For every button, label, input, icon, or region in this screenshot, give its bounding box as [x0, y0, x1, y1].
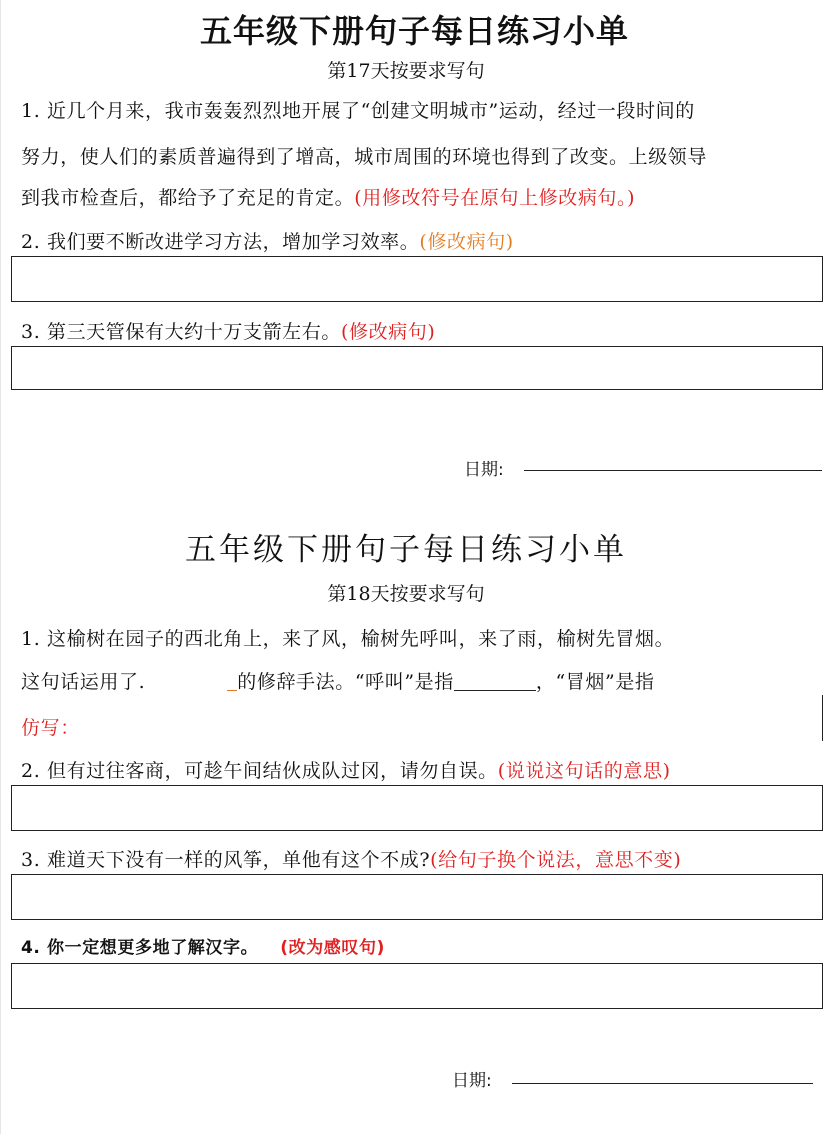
s1-q3	[21, 317, 435, 344]
s1-q2	[21, 227, 514, 254]
s2-q4	[21, 933, 385, 958]
s2-date-label: 日期:	[452, 1071, 492, 1091]
s2-q3-text: 3. 难道天下没有一样的风筝，单他有这个不成?	[21, 849, 431, 871]
s1-q1-line3	[21, 183, 635, 210]
s1-q1-instruction: (用修改符号在原句上修改病句。)	[354, 187, 636, 209]
s2-q4-text: 4. 你一定想更多地了解汉字。	[21, 938, 259, 958]
s2-q1-fill-part2: 的修辞手法。“呼叫”是指	[237, 671, 454, 693]
s1-q2-answer-box[interactable]	[11, 256, 823, 302]
s1-q1-line3-text: 到我市检查后，都给予了充足的肯定。	[21, 187, 355, 209]
s2-q4-instruction: (改为感叹句)	[280, 938, 385, 958]
s2-q2-answer-box[interactable]	[11, 785, 823, 831]
s2-q1-margin-bar	[822, 695, 823, 741]
s2-q1-blank-2[interactable]	[454, 671, 536, 691]
s2-q1-imitate-label: 仿写：	[21, 717, 80, 739]
s2-q1-fill-part1: 这句话运用了.	[21, 671, 146, 693]
s1-date-label: 日期:	[464, 460, 504, 480]
s1-q3-answer-box[interactable]	[11, 346, 823, 390]
s2-q3-answer-box[interactable]	[11, 874, 823, 920]
s2-q1-fill	[21, 667, 655, 694]
s2-q1-blank-1-mark	[227, 671, 237, 691]
s1-q2-text: 2. 我们要不断改进学习方法，增加学习效率。	[21, 231, 420, 253]
s2-q1-fill-part3: ，“冒烟”是指	[535, 671, 655, 693]
section1-subtitle: 第17天按要求写句	[327, 60, 485, 82]
s1-q3-instruction: (修改病句)	[340, 321, 436, 343]
s2-q3	[21, 845, 681, 872]
s1-q1-line2: 努力，使人们的素质普遍得到了增高，城市周围的环境也得到了改变。上级领导	[21, 146, 708, 168]
s2-q3-instruction: (给句子换个说法，意思不变)	[430, 849, 682, 871]
s1-q1-line1: 1. 近几个月来，我市轰轰烈烈地开展了“创建文明城市”运动，经过一段时间的	[21, 100, 695, 122]
section2-title: 五年级下册句子每日练习小单	[185, 532, 627, 568]
s2-date-line[interactable]	[512, 1083, 813, 1084]
s2-q1-text: 1. 这榆树在园子的西北角上，来了风，榆树先呼叫，来了雨，榆树先冒烟。	[21, 628, 675, 650]
s1-q3-text: 3. 第三天管保有大约十万支箭左右。	[21, 321, 341, 343]
section2-subtitle: 第18天按要求写句	[327, 583, 485, 605]
s2-q1-blank-1[interactable]	[145, 672, 227, 691]
s2-q2	[21, 756, 671, 783]
s1-date-line[interactable]	[524, 470, 822, 471]
s2-q4-answer-box[interactable]	[11, 963, 823, 1009]
s2-q2-text: 2. 但有过往客商，可趁午间结伙成队过冈，请勿自误。	[21, 760, 498, 782]
s1-q2-instruction: (修改病句)	[419, 231, 514, 253]
section1-title: 五年级下册句子每日练习小单	[199, 12, 629, 50]
s2-q2-instruction: (说说这句话的意思)	[497, 760, 671, 782]
